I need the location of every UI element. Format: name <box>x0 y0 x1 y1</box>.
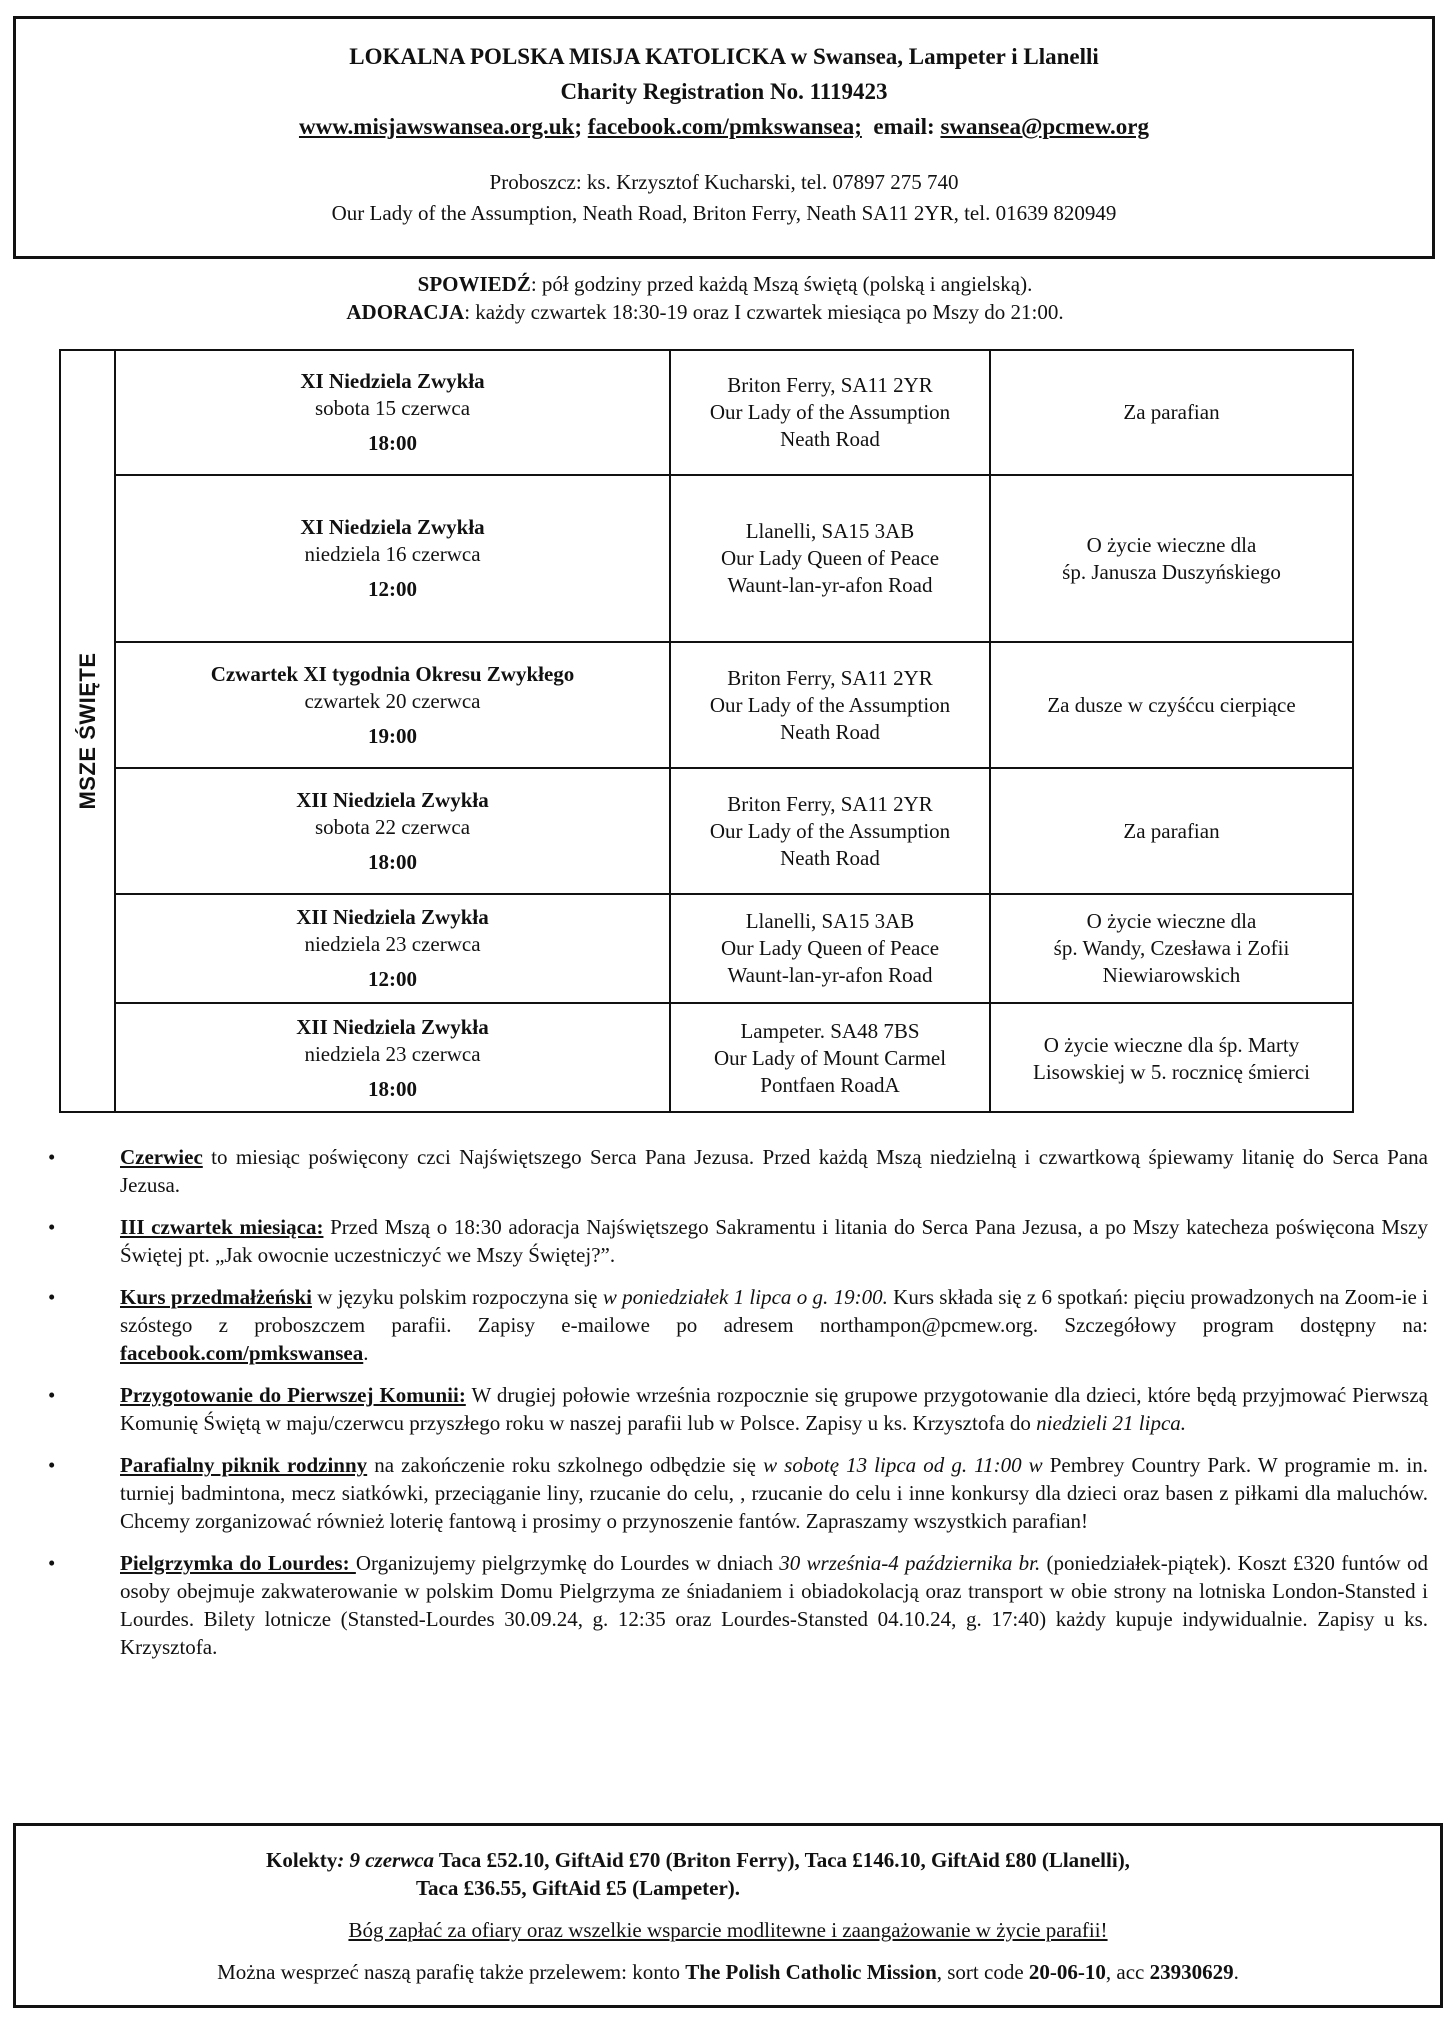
mass-location-line: Llanelli, SA15 3AB <box>745 519 915 543</box>
notice-text: Kurs składa się z 6 spotkań: pięciu prowadzonych na Zoom-ie i szóstego z proboszczem parafii. Zapisy e-mailowe po adresem northampon@pcmew.org. Szczegółowy program dostępny na: <box>120 1285 1429 1337</box>
mass-location-line: Our Lady of Mount Carmel <box>713 1046 947 1070</box>
notice-item <box>48 1283 1428 1367</box>
mass-time: 12:00 <box>368 967 417 991</box>
mass-intention-line: O życie wieczne dla śp. Marty <box>1043 1032 1300 1057</box>
notice-item <box>48 1143 1428 1199</box>
notices-list <box>48 1143 1428 1675</box>
mass-date-cell <box>116 1004 671 1113</box>
notice-text: Pembrey Country Park. W programie m. in. turniej badmintona, mecz siatkówki, przeciąganie liny, rzucanie do celu, , rzucanie do celu i inne konkursy dla dzieci oraz basen z piłkami dla maluchów. Chcemy zorganizować również loterię fantową i prosimy o przynoszenie fantów. Zapraszamy wszystkich parafian! <box>120 1453 1428 1533</box>
adoration-text: : każdy czwartek 18:30-19 oraz I czwartek miesiąca po Mszy do 21:00. <box>464 300 1064 324</box>
confession-line <box>0 270 1450 298</box>
mass-row <box>116 351 1352 474</box>
mass-title: XII Niedziela Zwykła <box>296 787 489 812</box>
mass-location-line: Briton Ferry, SA11 2YR <box>727 791 933 816</box>
notice-text: (poniedziałek-piątek). Koszt £320 funtów od osoby obejmuje zakwaterowanie w polskim Domu Pielgrzyma ze śniadaniem i obiadokolacją oraz transport w obie strony na lotniska London-Stansted i Lourdes. Bilety lotnicze (Stansted-Lourdes 30.09.24, g. 12:35 oraz Lourdes-Stansted 04.10.24, g. 17:40) każdy kupuje indywidualnie. Zapisy u ks. Krzysztofa. <box>120 1551 1428 1659</box>
mass-intention-cell <box>991 895 1352 1002</box>
notice-heading: Pielgrzymka do Lourdes: <box>120 1551 356 1575</box>
mass-location-line: Neath Road <box>780 719 880 744</box>
mass-location-cell <box>671 643 991 767</box>
mass-location-cell <box>671 895 991 1002</box>
bullet-icon: • <box>48 1285 56 1309</box>
mass-date: czwartek 20 czerwca <box>304 688 481 713</box>
thanks-message: Bóg zapłać za ofiary oraz wszelkie wsparcie modlitewne i zaangażowanie w życie parafii! <box>348 1918 1108 1942</box>
confession-text: : pół godziny przed każdą Mszą świętą (polską i angielską). <box>530 272 1033 296</box>
mass-location-line: Neath Road <box>780 845 880 870</box>
mass-intention-line: O życie wieczne dla <box>1086 909 1257 933</box>
side-label: MSZE ŚWIĘTE <box>74 652 100 810</box>
mass-intention-line: śp. Janusza Duszyńskiego <box>1062 559 1281 584</box>
mass-location-line: Briton Ferry, SA11 2YR <box>727 665 933 690</box>
pastor-info: Proboszcz: ks. Krzysztof Kucharski, tel. 07897 275 740 <box>489 170 959 194</box>
mass-intention-cell <box>991 643 1352 767</box>
notice-text: . <box>363 1341 369 1365</box>
bullet-icon: • <box>48 1551 56 1575</box>
collections-line-2: Taca £36.55, GiftAid £5 (Lampeter). <box>415 1876 741 1900</box>
contact-links <box>16 109 1432 144</box>
bullet-icon: • <box>48 1145 56 1169</box>
notice-heading: Parafialny piknik rodzinny <box>120 1453 368 1477</box>
email-label: email: <box>861 114 941 139</box>
footer-box <box>13 1823 1443 2008</box>
collections-label: Kolekty <box>266 1848 338 1872</box>
mass-date: sobota 22 czerwca <box>314 814 471 839</box>
confession-info <box>0 270 1450 326</box>
mass-location-cell <box>671 476 991 641</box>
notice-item <box>48 1213 1428 1269</box>
mass-intention-line: śp. Wandy, Czesława i Zofii <box>1053 936 1290 960</box>
notice-text: to miesiąc poświęcony czci Najświętszego Serca Pana Jezusa. Przed każdą Mszą niedzielną i czwartkową śpiewamy litanię do Serca Pana Jezusa. <box>120 1145 1428 1197</box>
mass-time: 18:00 <box>368 849 417 874</box>
mass-time: 18:00 <box>368 1077 417 1101</box>
mass-location-line: Our Lady Queen of Peace <box>720 546 940 570</box>
period: . <box>1233 1960 1239 1984</box>
bullet-icon: • <box>48 1383 56 1407</box>
confession-label: SPOWIEDŹ <box>417 272 531 296</box>
mass-title: XII Niedziela Zwykła <box>296 1015 489 1039</box>
notice-text: W drugiej połowie września rozpocznie się grupowe przygotowanie dla dzieci, które będą przyjmować Pierwszą Komunię Świętą w maju/czerwcu przyszłego roku w naszej parafii lub w Polsce. Zapisy u ks. Krzysztofa do <box>120 1383 1428 1435</box>
notice-heading: Przygotowanie do Pierwszej Komunii: <box>120 1383 466 1407</box>
notice-emphasis: w poniedziałek 1 lipca o g. 19:00. <box>602 1285 888 1309</box>
website-link[interactable]: www.misjawswansea.org.uk <box>298 114 575 139</box>
mass-date-cell <box>116 351 671 474</box>
account-label: , acc <box>1105 1960 1150 1984</box>
mass-location-line: Our Lady Queen of Peace <box>720 936 940 960</box>
church-address: Our Lady of the Assumption, Neath Road, Briton Ferry, Neath SA11 2YR, tel. 01639 820949 <box>331 201 1117 225</box>
bank-info <box>16 1958 1440 1986</box>
mass-date-cell <box>116 476 671 641</box>
mass-date: niedziela 23 czerwca <box>304 932 481 956</box>
bank-prefix: Można wesprzeć naszą parafię także przelewem: konto <box>217 1960 686 1984</box>
notice-emphasis: 30 września-4 października br. <box>779 1551 1041 1575</box>
side-label-cell <box>61 351 116 1111</box>
notice-text: w języku polskim rozpoczyna się <box>311 1285 603 1309</box>
mass-intention-line: Za dusze w czyśćcu cierpiące <box>1047 692 1296 717</box>
adoration-label: ADORACJA <box>346 300 465 324</box>
notice-text: Przed Mszą o 18:30 adoracja Najświętszego Sakramentu i litania do Serca Pana Jezusa, a po Mszy katecheza poświęcona Mszy Świętej pt. „Jak owocnie uczestniczyć we Mszy Świętej?”. <box>120 1215 1429 1267</box>
mass-location-line: Briton Ferry, SA11 2YR <box>727 373 933 397</box>
notice-item <box>48 1381 1428 1437</box>
notice-heading: Kurs przedmałżeński <box>120 1285 312 1309</box>
mass-intention-cell <box>991 351 1352 474</box>
notice-item <box>48 1451 1428 1535</box>
mass-date-cell <box>116 895 671 1002</box>
bank-account-name: The Polish Catholic Mission <box>685 1960 937 1984</box>
mass-location-line: Lampeter. SA48 7BS <box>740 1019 920 1043</box>
mass-row <box>116 893 1352 1002</box>
mass-intention-cell <box>991 769 1352 893</box>
mass-title: Czwartek XI tygodnia Okresu Zwykłego <box>210 661 575 686</box>
mass-intention-cell <box>991 476 1352 641</box>
collections <box>16 1846 1440 1902</box>
email-link[interactable]: swansea@pcmew.org <box>940 114 1150 139</box>
mass-title: XII Niedziela Zwykła <box>296 905 489 929</box>
notice-emphasis: w sobotę 13 lipca od g. 11:00 w <box>763 1453 1043 1477</box>
mass-intention-line: O życie wieczne dla <box>1086 532 1257 557</box>
mass-date: niedziela 23 czerwca <box>304 1042 481 1066</box>
mass-date: niedziela 16 czerwca <box>304 542 481 566</box>
collections-line-1 <box>0 1846 1440 1874</box>
notice-text: na zakończenie roku szkolnego odbędzie się <box>367 1453 764 1477</box>
mass-intention-line: Lisowskiej w 5. rocznicę śmierci <box>1033 1059 1310 1084</box>
header-box <box>13 16 1435 259</box>
mass-time: 18:00 <box>368 431 417 455</box>
facebook-link[interactable]: facebook.com/pmkswansea <box>120 1341 364 1365</box>
mass-row <box>116 474 1352 641</box>
mass-title: XI Niedziela Zwykła <box>300 515 485 539</box>
mass-location-line: Waunt-lan-yr-afon Road <box>727 573 933 597</box>
notice-item <box>48 1549 1428 1661</box>
bullet-icon: • <box>48 1453 56 1477</box>
notice-heading: Czerwiec <box>120 1145 203 1169</box>
mass-location-cell <box>671 351 991 474</box>
mass-schedule-table <box>59 349 1354 1113</box>
mass-location-cell <box>671 1004 991 1113</box>
mass-location-line: Neath Road <box>780 427 880 451</box>
mass-location-line: Our Lady of the Assumption <box>709 400 951 424</box>
mass-row <box>116 641 1352 767</box>
mass-location-line: Our Lady of the Assumption <box>709 818 951 843</box>
mass-date-cell <box>116 769 671 893</box>
mass-location-line: Llanelli, SA15 3AB <box>745 909 915 933</box>
account-number: 23930629 <box>1149 1960 1234 1984</box>
mass-intention-line: Niewiarowskich <box>1102 963 1241 987</box>
org-name: LOKALNA POLSKA MISJA KATOLICKA w Swansea, Lampeter i Llanelli <box>349 44 1099 69</box>
mass-location-line: Waunt-lan-yr-afon Road <box>727 963 933 987</box>
bullet-icon: • <box>48 1215 56 1239</box>
collections-date: : 9 czerwca <box>337 1848 435 1872</box>
mass-row <box>116 767 1352 893</box>
mass-row <box>116 1002 1352 1113</box>
sort-code: 20-06-10 <box>1028 1960 1106 1984</box>
mass-intention-cell <box>991 1004 1352 1113</box>
charity-registration: Charity Registration No. 1119423 <box>560 79 888 104</box>
mass-intention-line: Za parafian <box>1123 400 1220 424</box>
sort-code-label: , sort code <box>936 1960 1029 1984</box>
mass-date-cell <box>116 643 671 767</box>
notice-text: Organizujemy pielgrzymkę do Lourdes w dniach <box>355 1551 780 1575</box>
separator: ; <box>574 114 588 139</box>
mass-time: 12:00 <box>368 577 417 601</box>
mass-title: XI Niedziela Zwykła <box>300 369 485 393</box>
facebook-link[interactable]: facebook.com/pmkswansea; <box>587 114 862 139</box>
collections-amounts-1: Taca £52.10, GiftAid £70 (Briton Ferry), Taca £146.10, GiftAid £80 (Llanelli), <box>434 1848 1130 1872</box>
adoration-line <box>0 298 1450 326</box>
notice-heading: III czwartek miesiąca: <box>120 1215 324 1239</box>
mass-intention-line: Za parafian <box>1123 818 1220 843</box>
mass-location-line: Our Lady of the Assumption <box>709 692 951 717</box>
notice-emphasis: niedzieli 21 lipca. <box>1036 1411 1187 1435</box>
mass-location-line: Pontfaen RoadA <box>760 1073 900 1097</box>
mass-date: sobota 15 czerwca <box>314 396 471 420</box>
mass-location-cell <box>671 769 991 893</box>
mass-time: 19:00 <box>368 723 417 748</box>
